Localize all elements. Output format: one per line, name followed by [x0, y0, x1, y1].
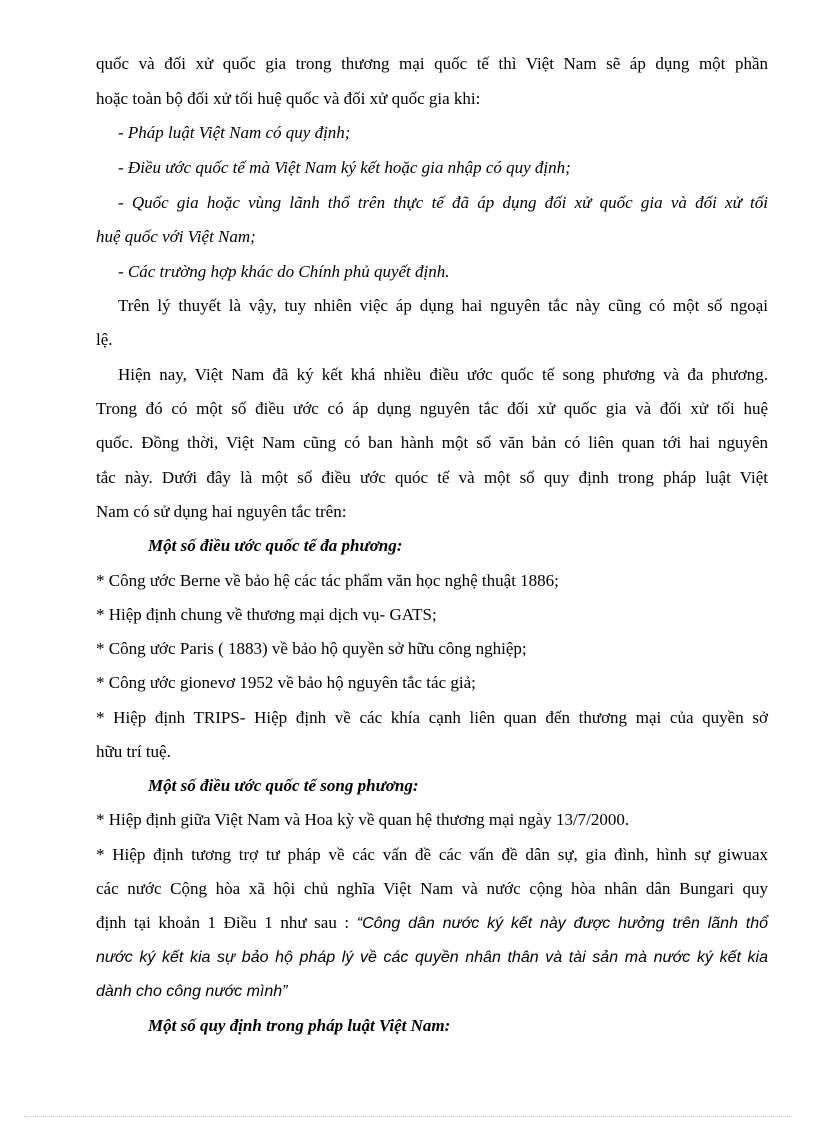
list-item: * Công ước Berne về bảo hệ các tác phẩm văn học nghệ thuật 1886; — [96, 571, 559, 590]
list-item: - Điều ước quốc tế mà Việt Nam ký kết hoặc gia nhập có quy định; — [118, 158, 571, 177]
list-item-continuation — [96, 911, 768, 936]
list-item-continuation: hữu trí tuệ. — [96, 742, 171, 761]
paragraph-line: hoặc toàn bộ đối xử tối huệ quốc và đối xử quốc gia khi: — [96, 89, 481, 108]
paragraph-line: Hiện nay, Việt Nam đã ký kết khá nhiều điều ước quốc tế song phương và đa phương. — [118, 365, 768, 384]
list-item: - Quốc gia hoặc vùng lãnh thổ trên thực tế đã áp dụng đối xử quốc gia và đối xử tối — [118, 193, 768, 212]
quote-line: nước ký kết kia sự bảo hộ pháp lý về các quyền nhân thân và tài sản mà nước ký kết kia — [96, 949, 768, 966]
list-item-continuation: huệ quốc với Việt Nam; — [96, 227, 256, 246]
list-item: * Hiệp định chung về thương mại dịch vụ- GATS; — [96, 605, 437, 624]
list-item: * Công ước gionevơ 1952 về bảo hộ nguyên tắc tác giả; — [96, 673, 476, 692]
list-item: - Các trường hợp khác do Chính phủ quyết định. — [118, 262, 450, 281]
section-heading: Một số điều ước quốc tế đa phương: — [148, 536, 403, 555]
list-item-continuation: các nước Cộng hòa xã hội chủ nghĩa Việt Nam và nước cộng hòa nhân dân Bungari quy — [96, 879, 768, 898]
quote-line: dành cho công nước mình” — [96, 983, 288, 1000]
paragraph-line: lệ. — [96, 330, 113, 349]
section-heading: Một số điều ước quốc tế song phương: — [148, 776, 419, 795]
list-item: * Hiệp định TRIPS- Hiệp định về các khía cạnh liên quan đến thương mại của quyền sở — [96, 708, 768, 727]
plain-text: định tại khoản 1 Điều 1 như sau : — [96, 913, 357, 932]
quote-text: “Công dân nước ký kết này được hưởng trên lãnh thổ — [356, 915, 769, 932]
paragraph-line: tắc này. Dưới đây là một số điều ước quóc tế và một số quy định trong pháp luật Việt — [96, 468, 768, 487]
list-item: * Công ước Paris ( 1883) về bảo hộ quyền sở hữu công nghiệp; — [96, 639, 527, 658]
list-item: - Pháp luật Việt Nam có quy định; — [118, 123, 351, 142]
paragraph-line: Trong đó có một số điều ước có áp dụng nguyên tắc đối xử quốc gia và đối xử tối huệ — [96, 399, 768, 418]
section-heading: Một số quy định trong pháp luật Việt Nam: — [148, 1016, 451, 1035]
paragraph-line: quốc và đối xử quốc gia trong thương mại quốc tế thì Việt Nam sẽ áp dụng một phần — [96, 54, 768, 73]
page-bottom-rule — [24, 1116, 792, 1117]
list-item: * Hiệp định giữa Việt Nam và Hoa kỳ về quan hệ thương mại ngày 13/7/2000. — [96, 810, 630, 829]
paragraph-line: Trên lý thuyết là vậy, tuy nhiên việc áp dụng hai nguyên tắc này cũng có một số ngoại — [118, 296, 768, 315]
paragraph-line: quốc. Đồng thời, Việt Nam cũng có ban hành một số văn bản có liên quan tới hai nguyên — [96, 433, 768, 452]
paragraph-line: Nam có sử dụng hai nguyên tắc trên: — [96, 502, 347, 521]
list-item: * Hiệp định tương trợ tư pháp về các vấn đề các vấn đề dân sự, gia đình, hình sự giwuax — [96, 845, 768, 864]
